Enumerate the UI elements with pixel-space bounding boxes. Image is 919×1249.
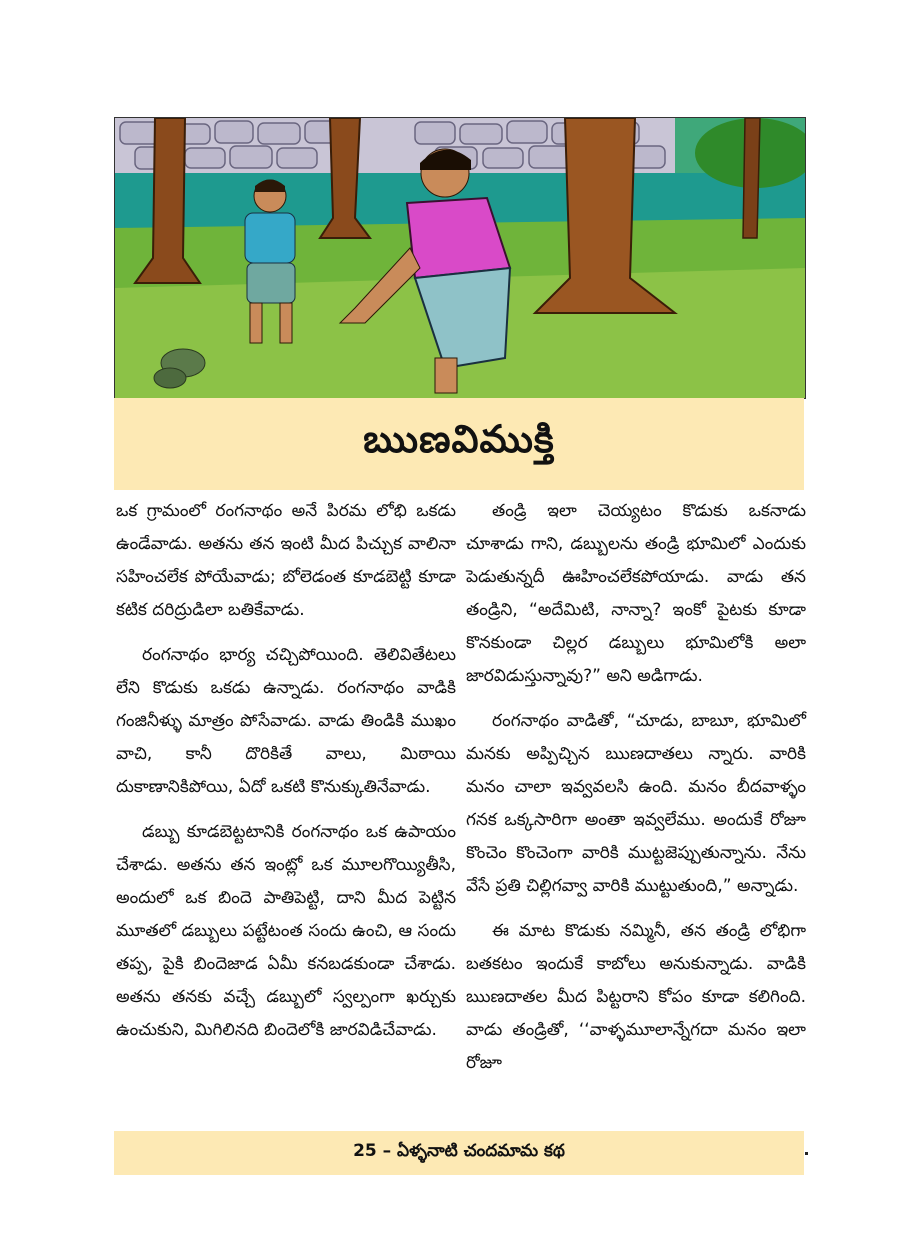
footer-band [114,1131,804,1175]
right-column [466,495,806,1092]
page-footer: 25 – ఏళ్ళనాటి చందమామ కథ [353,1141,565,1161]
paragraph: తండ్రి ఇలా చెయ్యటం కొడుకు ఒకనాడు చూశాడు గాని, డబ్బులను తండ్రి భూమిలో ఎందుకు పెడుతున్నదీ ఊహించలేకపోయాడు. వాడు తన తండ్రిని, “అదేమిటి, నాన్నా? ఇంకో పైటకు కూడా కొనకుండా చిల్లర డబ్బులు భూమిలోకి అలా జారవిడుస్తున్నావు?” అని అడిగాడు. [466,501,806,686]
paragraph: రంగనాథం భార్య చచ్చిపోయింది. తెలివితేటలు లేని కొడుకు ఒకడు ఉన్నాడు. రంగనాథం వాడికి గంజినీళ్ళు మాత్రం పోసేవాడు. వాడు తిండికి ముఖం వాచి, కానీ దొరికితే వాలు, మిఠాయి దుకాణానికిపోయి, ఏదో ఒకటి కొనుక్కుతినేవాడు. [116,645,456,797]
story-illustration [114,117,806,399]
illustration-image [115,118,805,398]
left-column [116,495,456,1059]
paragraph: ఒక గ్రామంలో రంగనాథం అనే పిరమ లోభి ఒకడు ఉండేవాడు. అతను తన ఇంటి మీద పిచ్చుక వాలినా సహించలేక పోయేవాడు; బోలెడంత కూడబెట్టి కూడా కటిక దరిద్రుడిలా బతికేవాడు. [116,501,456,620]
paragraph: ఈ మాట కొడుకు నమ్మినీ, తన తండ్రి లోభిగా బతకటం ఇందుకే కాబోలు అనుకున్నాడు. వాడికి ఋణదాతల మీద పిట్టరాని కోపం కూడా కలిగింది. వాడు తండ్రితో, ‘‘వాళ్ళమూలాన్నేగదా మనం ఇలా రోజూ [466,921,806,1073]
footer-mark [805,1152,808,1155]
title-band [114,398,804,490]
paragraph: డబ్బు కూడబెట్టటానికి రంగనాథం ఒక ఉపాయం చేశాడు. అతను తన ఇంట్లో ఒక మూలగొయ్యితీసి, అందులో ఒక బిందె పాతిపెట్టి, దాని మీద పెట్టిన మూతలో డబ్బులు పట్టేటంత సందు ఉంచి, ఆ సందు తప్ప, పైకి బిందెజాడ ఏమీ కనబడకుండా చేశాడు. అతను తనకు వచ్చే డబ్బులో స్వల్పంగా ఖర్చుకు ఉంచుకుని, మిగిలినది బిందెలోకి జారవిడిచేవాడు. [116,822,456,1040]
story-title: ఋణవిముక్తి [363,417,555,461]
paragraph: రంగనాథం వాడితో, “చూడు, బాబూ, భూమిలో మనకు అప్పిచ్చిన ఋణదాతలు న్నారు. వారికి మనం చాలా ఇవ్వవలసి ఉంది. మనం బీదవాళ్ళం గనక ఒక్కసారిగా అంతా ఇవ్వలేము. అందుకే రోజూ కొంచెం కొంచెంగా వారికి ముట్టజెప్పుతున్నాను. నేను వేసే ప్రతి చిల్లిగవ్వా వారికి ముట్టుతుంది,” అన్నాడు. [466,711,806,896]
